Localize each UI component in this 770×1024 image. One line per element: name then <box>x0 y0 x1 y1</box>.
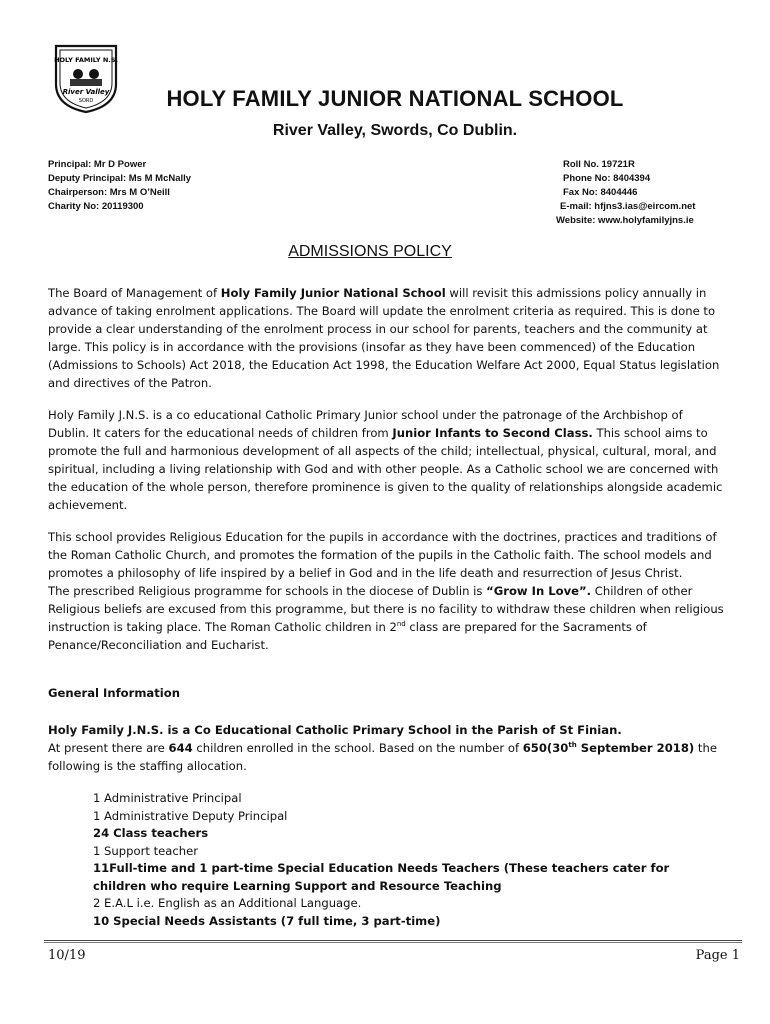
fax-line: Fax No: 8404446 <box>563 187 638 198</box>
contact-details-left <box>48 158 191 214</box>
email-line: E-mail: hfjns3.ias@eircom.net <box>560 201 696 212</box>
principal-line: Principal: Mr D Power <box>48 159 147 170</box>
logo-text-top: HOLY FAMILY N.S. <box>54 56 118 64</box>
school-address: River Valley, Swords, Co Dublin. <box>272 122 518 139</box>
footer-date: 10/19 <box>48 948 86 963</box>
logo-text-sub: SORD <box>78 98 94 104</box>
list-item: 1 Administrative Principal <box>93 791 242 805</box>
policy-title: ADMISSIONS POLICY <box>288 243 452 260</box>
list-item: 1 Administrative Deputy Principal <box>93 808 288 823</box>
list-item: 2 E.A.L i.e. English as an Additional Language. <box>93 896 362 910</box>
website-line: Website: www.holyfamilyjns.ie <box>556 215 694 226</box>
page-number: Page 1 <box>695 948 740 963</box>
footer-divider <box>44 940 742 943</box>
paragraph-intro: The Board of Management of Holy Family Junior National School will revisit this admissions policy annually in advance of taking enrolment applications. The Board will update the enrolment criteria as required. This is done to provide a clear understanding of the enrolment process in our school for parents, teachers and the community at large. This policy is in accordance with the provisions (insofar as they have been commenced) of the Education (Admissions to Schools) Act 2018, the Education Act 1998, the Education Welfare Act 2000, Equal Status legislation and directives of the Patron. <box>48 286 720 390</box>
deputy-principal-line: Deputy Principal: Ms M McNally <box>48 173 192 184</box>
list-item: 1 Support teacher <box>93 843 198 858</box>
charity-number-line: Charity No: 20119300 <box>48 201 144 212</box>
staffing-allocation-list <box>93 790 723 930</box>
general-information-heading: General Information <box>48 686 180 700</box>
logo-text-bottom: River Valley <box>62 88 110 96</box>
school-name: HOLY FAMILY JUNIOR NATIONAL SCHOOL <box>166 86 624 111</box>
phone-line: Phone No: 8404394 <box>563 173 651 184</box>
chairperson-line: Chairperson: Mrs M O’Neill <box>48 187 170 198</box>
paragraph-ethos: Holy Family J.N.S. is a co educational Catholic Primary Junior school under the patronage of the Archbishop of Dublin. It caters for the educational needs of children from Junior Infants to Second Class. This school aims to promote the full and harmonious development of all aspects of the child; intellectual, physical, cultural, moral, and spiritual, including a living relationship with God and with other people. As a Catholic school we are concerned with the education of the whole person, therefore prominence is given to the quality of relationships alongside academic achievement. <box>48 408 723 512</box>
paragraph-general-information: Holy Family J.N.S. is a Co Educational Catholic Primary School in the Parish of St Finian. At present there are 644 children enrolled in the school. Based on the number of 650(30th September 2018) the following is the staffing allocation. <box>48 723 717 773</box>
paragraph-religious-education: This school provides Religious Education for the pupils in accordance with the doctrines, practices and traditions of the Roman Catholic Church, and promotes the formation of the pupils in the Catholic faith. The school models and promotes a philosophy of life inspired by a belief in God and in the life death and resurrection of Jesus Christ. The prescribed Religious programme for schools in the diocese of Dublin is “Grow In Love”. Children of other Religious beliefs are excused from this programme, but there is no facility to withdraw these children when religious instruction is taking place. The Roman Catholic children in 2nd class are prepared for the Sacraments of Penance/Reconciliation and Eucharist. <box>48 530 724 652</box>
list-item: 10 Special Needs Assistants (7 full time, 3 part-time) <box>93 913 441 928</box>
contact-details-right <box>556 158 695 228</box>
list-item: 24 Class teachers <box>93 826 209 840</box>
roll-number-line: Roll No. 19721R <box>563 159 635 170</box>
list-item: 11Full-time and 1 part-time Special Education Needs Teachers (These teachers cater for children who require Learning Support and Resource Teaching <box>93 861 670 893</box>
